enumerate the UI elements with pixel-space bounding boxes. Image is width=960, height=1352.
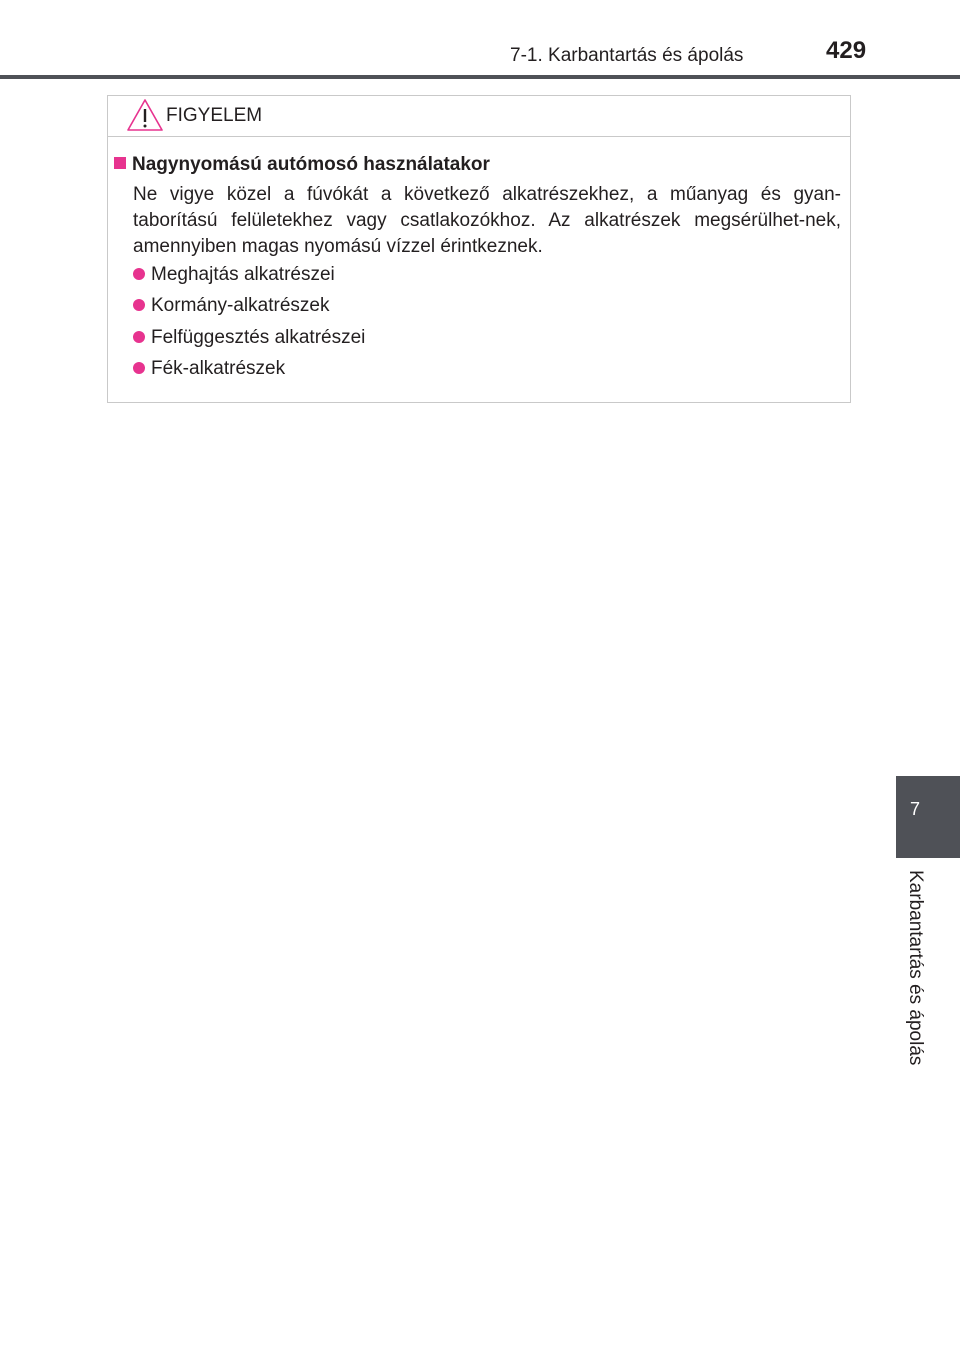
list-item-text: Meghajtás alkatrészei bbox=[151, 264, 335, 285]
warning-triangle-icon bbox=[126, 98, 164, 132]
page-number: 429 bbox=[826, 37, 867, 64]
chapter-label-container bbox=[898, 870, 932, 1080]
list-item bbox=[133, 357, 365, 388]
section-heading-text: Nagynyomású autómosó használatakor bbox=[132, 154, 490, 175]
warning-box bbox=[107, 95, 851, 403]
list-item bbox=[133, 294, 365, 325]
list-item bbox=[133, 263, 365, 294]
dot-bullet-icon bbox=[133, 268, 145, 280]
square-bullet-icon bbox=[114, 157, 126, 169]
dot-bullet-icon bbox=[133, 331, 145, 343]
list-item-text: Fék-alkatrészek bbox=[151, 357, 286, 379]
dot-bullet-icon bbox=[133, 362, 145, 374]
warning-title: FIGYELEM bbox=[166, 105, 263, 126]
list-item bbox=[133, 326, 365, 357]
list-item-text: Felfüggesztés alkatrészei bbox=[151, 326, 366, 348]
dot-bullet-icon bbox=[133, 299, 145, 311]
warning-header bbox=[108, 96, 850, 137]
chapter-number: 7 bbox=[909, 799, 920, 819]
chapter-label: Karbantartás és ápolás bbox=[905, 870, 926, 1066]
header-rule bbox=[0, 75, 960, 79]
list-item-text: Kormány-alkatrészek bbox=[151, 295, 330, 317]
page-header bbox=[0, 0, 960, 80]
warning-body-text: Ne vigye közel a fúvókát a következő alkatrészekhez, a műanyag és gyan-taborítású felületekhez vagy csatlakozókhoz. Az alkatrészek megsérülhet-nek, amennyiben magas nyomású vízzel érintkeznek. bbox=[133, 184, 841, 257]
chapter-tab bbox=[896, 776, 960, 858]
section-heading bbox=[114, 153, 490, 177]
section-title: 7-1. Karbantartás és ápolás bbox=[510, 45, 744, 66]
parts-list bbox=[133, 263, 365, 388]
